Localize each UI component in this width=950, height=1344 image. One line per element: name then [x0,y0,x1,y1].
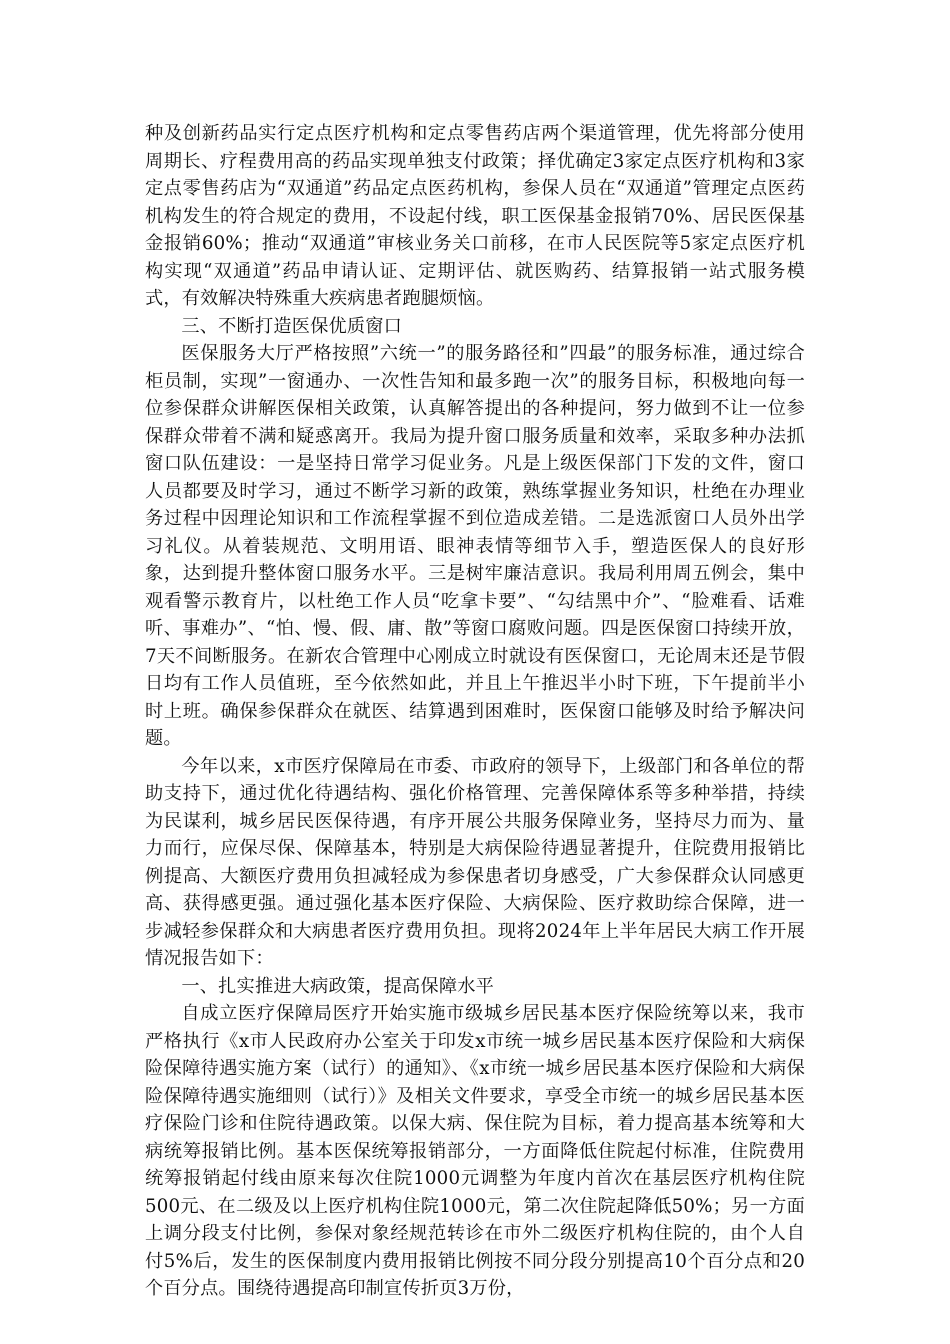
paragraph-insurance-policy: 自成立医疗保障局医疗开始实施市级城乡居民基本医疗保险统筹以来，我市严格执行《x市人民政府办公室关于印发x市统一城乡居民基本医疗保险和大病保险保障待遇实施方案（试行）的通知》、《x市统一城乡居民基本医疗保险和大病保险保障待遇实施细则（试行）》及相关文件要求，享受全市统一的城乡居民基本医疗保险门诊和住院待遇政策。以保大病、保住院为目标，着力提高基本统筹和大病统筹报销比例。基本医保统筹报销部分，一方面降低住院起付标准，住院费用统筹报销起付线由原来每次住院1000元调整为年度内首次在基层医疗机构住院500元、在二级及以上医疗机构住院1000元，第二次住院起降低50%；另一方面上调分段支付比例，参保对象经规范转诊在市外二级医疗机构住院的，由个人自付5%后，发生的医保制度内费用报销比例按不同分段分别提高10个百分点和20个百分点。围绕待遇提高印制宣传折页3万份， [145,1003,805,1299]
document-body [145,120,805,1303]
section-heading-window: 三、不断打造医保优质窗口 [181,315,403,337]
section-heading-major-illness: 一、扎实推进大病政策，提高保障水平 [181,975,494,997]
paragraph-service-hall: 医保服务大厅严格按照”六统一”的服务路径和”四最”的服务标准，通过综合柜员制，实现”一窗通办、一次性告知和最多跑一次”的服务目标，积极地向每一位参保群众讲解医保相关政策，认真解答提出的各种提问，努力做到不让一位参保群众带着不满和疑惑离开。我局为提升窗口服务质量和效率，采取多种办法抓窗口队伍建设：一是坚持日常学习促业务。凡是上级医保部门下发的文件，窗口人员都要及时学习，通过不断学习新的政策，熟练掌握业务知识，杜绝在办理业务过程中因理论知识和工作流程掌握不到位造成差错。二是选派窗口人员外出学习礼仪。从着装规范、文明用语、眼神表情等细节入手，塑造医保人的良好形象，达到提升整体窗口服务水平。三是树牢廉洁意识。我局利用周五例会，集中观看警示教育片，以杜绝工作人员“吃拿卡要”、“勾结黑中介”、“脸难看、话难听、事难办”、“怕、慢、假、庸、散”等窗口腐败问题。四是医保窗口持续开放，7天不间断服务。在新农合管理中心刚成立时就设有医保窗口，无论周末还是节假日均有工作人员值班，至今依然如此，并且上午推迟半小时下班，下午提前半小时上班。确保参保群众在就医、结算遇到困难时，医保窗口能够及时给予解决问题。 [145,343,805,749]
paragraph-annual-report-intro: 今年以来，x市医疗保障局在市委、市政府的领导下，上级部门和各单位的帮助支持下，通过优化待遇结构、强化价格管理、完善保障体系等多种举措，持续为民谋利，城乡居民医保待遇，有序开展公共服务保障业务，坚持尽力而为、量力而行，应保尽保、保障基本，特别是大病保险待遇显著提升，住院费用报销比例提高、大额医疗费用负担减轻成为参保患者切身感受，广大参保群众认同感更高、获得感更强。通过强化基本医疗保险、大病保险、医疗救助综合保障，进一步减轻参保群众和大病患者医疗费用负担。现将2024年上半年居民大病工作开展情况报告如下： [145,755,805,969]
paragraph-dual-channel: 种及创新药品实行定点医疗机构和定点零售药店两个渠道管理，优先将部分使用周期长、疗程费用高的药品实现单独支付政策；择优确定3家定点医疗机构和3家定点零售药店为“双通道”药品定点医药机构，参保人员在“双通道”管理定点医药机构发生的符合规定的费用，不设起付线，职工医保基金报销70%、居民医保基金报销60%；推动“双通道”审核业务关口前移，在市人民医院等5家定点医疗机构实现“双通道”药品申请认证、定期评估、就医购药、结算报销一站式服务模式，有效解决特殊重大疾病患者跑腿烦恼。 [145,123,806,309]
